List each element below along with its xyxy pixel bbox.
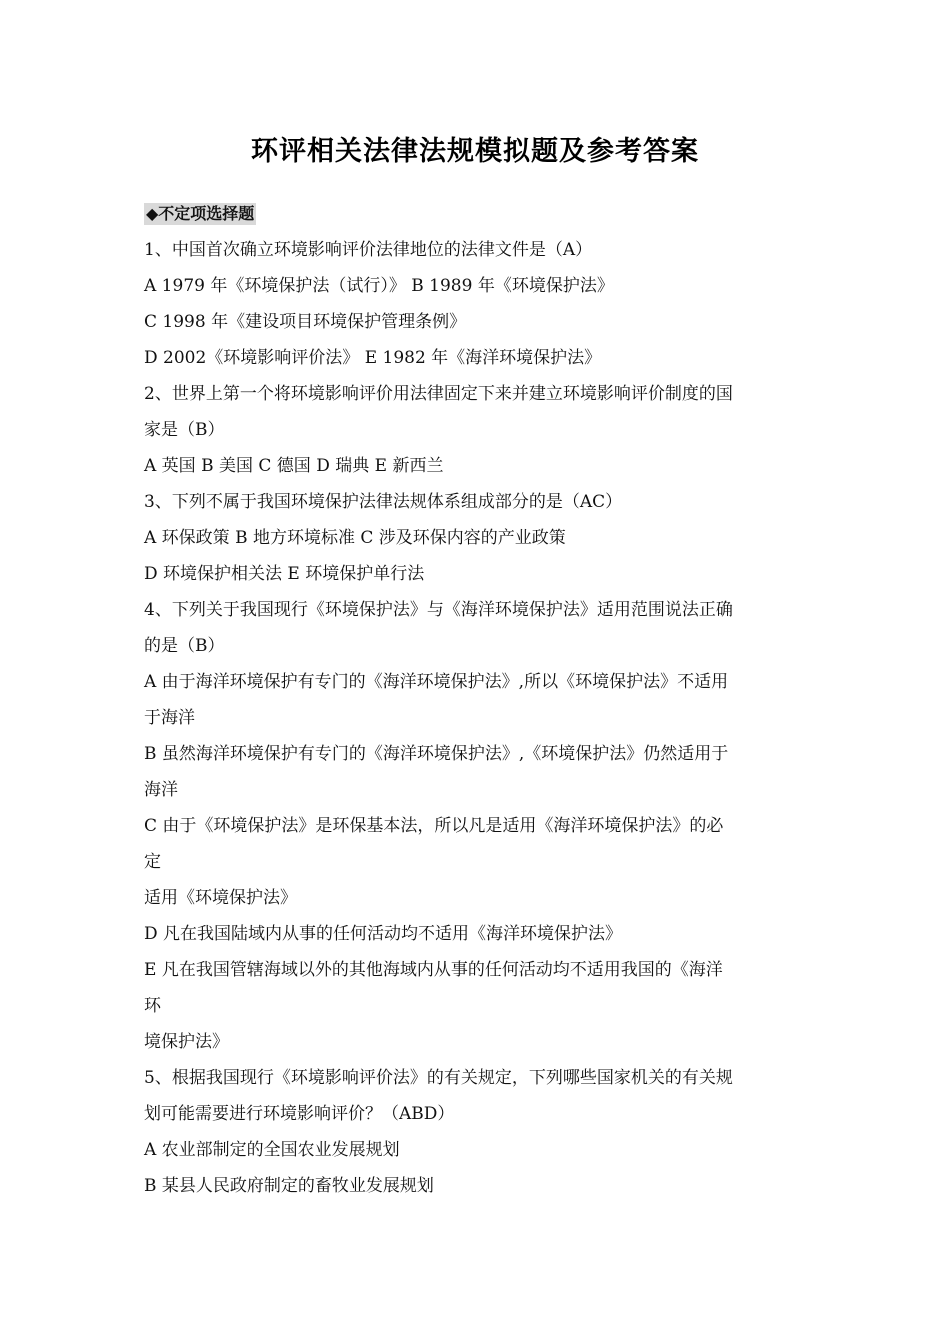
text-line: E 凡在我国管辖海域以外的其他海域内从事的任何活动均不适用我国的《海洋 — [144, 960, 723, 980]
text-line: A 环保政策 B 地方环境标准 C 涉及环保内容的产业政策 — [144, 528, 566, 548]
section-heading-row — [144, 196, 824, 232]
text-line: 定 — [144, 852, 161, 872]
text-line: 5、根据我国现行《环境影响评价法》的有关规定，下列哪些国家机关的有关规 — [144, 1068, 733, 1088]
text-line: 4、下列关于我国现行《环境保护法》与《海洋环境保护法》适用范围说法正确 — [144, 600, 733, 620]
text-line: B 虽然海洋环境保护有专门的《海洋环境保护法》,《环境保护法》仍然适用于 — [144, 744, 729, 764]
text-line: 适用《环境保护法》 — [144, 888, 297, 908]
text-line: 海洋 — [144, 780, 178, 800]
text-line: D 环境保护相关法 E 环境保护单行法 — [144, 564, 425, 584]
text-line: 的是（B） — [144, 636, 225, 656]
text-line: D 凡在我国陆域内从事的任何活动均不适用《海洋环境保护法》 — [144, 924, 623, 944]
text-line: C 由于《环境保护法》是环保基本法，所以凡是适用《海洋环境保护法》的必 — [144, 816, 724, 836]
text-line: C 1998 年《建设项目环境保护管理条例》 — [144, 312, 467, 332]
text-line: 2、世界上第一个将环境影响评价用法律固定下来并建立环境影响评价制度的国 — [144, 384, 733, 404]
text-line: A 由于海洋环境保护有专门的《海洋环境保护法》,所以《环境保护法》不适用 — [144, 672, 729, 692]
document-body — [144, 196, 824, 1204]
text-line: D 2002《环境影响评价法》 E 1982 年《海洋环境保护法》 — [144, 348, 602, 368]
text-line: A 1979 年《环境保护法（试行）》 B 1989 年《环境保护法》 — [144, 276, 614, 296]
text-line: 于海洋 — [144, 708, 195, 728]
text-line: 家是（B） — [144, 420, 225, 440]
text-line: 1、中国首次确立环境影响评价法律地位的法律文件是（A） — [144, 240, 593, 260]
text-line: 划可能需要进行环境影响评价？（ABD） — [144, 1104, 455, 1124]
text-line: A 英国 B 美国 C 德国 D 瑞典 E 新西兰 — [144, 456, 444, 476]
text-line: 境保护法》 — [144, 1032, 229, 1052]
section-heading: ◆不定项选择题 — [146, 204, 255, 223]
page-title: 环评相关法律法规模拟题及参考答案 — [251, 136, 699, 167]
text-line: 3、下列不属于我国环境保护法律法规体系组成部分的是（AC） — [144, 492, 623, 512]
text-line: A 农业部制定的全国农业发展规划 — [144, 1140, 400, 1160]
text-line: B 某县人民政府制定的畜牧业发展规划 — [144, 1176, 434, 1196]
text-line: 环 — [144, 996, 161, 1016]
